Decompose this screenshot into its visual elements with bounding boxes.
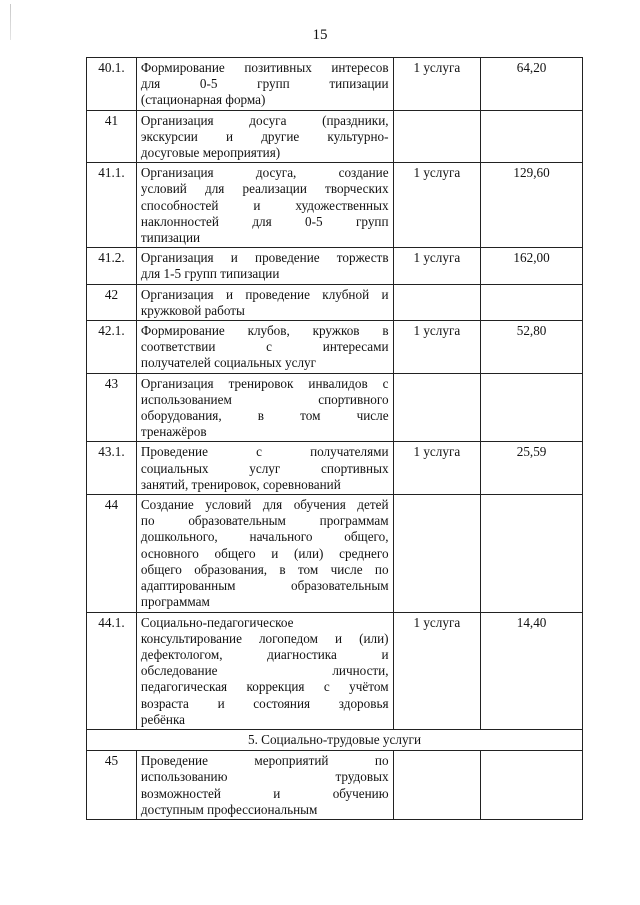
description-line: дефектологом, диагностика и [140, 646, 389, 662]
service-description [136, 373, 393, 442]
description-line: Организация досуга (праздники, [140, 112, 389, 128]
description-line: по образовательным программам [140, 513, 389, 529]
row-number: 42.1. [87, 321, 137, 374]
description-line: общего образования, в том числе по [140, 561, 389, 577]
row-number: 43 [87, 373, 137, 442]
services-table [86, 57, 583, 820]
description-line: основного общего и (или) среднего [140, 545, 389, 561]
description-line: получателей социальных услуг [140, 355, 317, 371]
description-line: Проведение мероприятий по [140, 753, 389, 769]
unit-of-service: 1 услуга [393, 442, 481, 495]
row-number: 43.1. [87, 442, 137, 495]
unit-of-service [393, 373, 481, 442]
unit-of-service: 1 услуга [393, 321, 481, 374]
service-description [136, 495, 393, 612]
description-line: экскурсии и другие культурно- [140, 128, 389, 144]
service-price [481, 284, 583, 320]
description-line: возможностей и обучению [140, 785, 389, 801]
description-line: тренажёров [140, 424, 207, 440]
description-line: Создание условий для обучения детей [140, 497, 389, 513]
service-description [136, 248, 393, 284]
service-description [136, 321, 393, 374]
row-number: 42 [87, 284, 137, 320]
table-row [87, 442, 583, 495]
unit-of-service: 1 услуга [393, 612, 481, 729]
row-number: 45 [87, 751, 137, 820]
description-line: условий для реализации творческих [140, 181, 389, 197]
description-line: Организация тренировок инвалидов с [140, 375, 389, 391]
table-row [87, 495, 583, 612]
description-line: Социально-педагогическое [140, 614, 294, 630]
unit-of-service: 1 услуга [393, 163, 481, 248]
description-line: для 1-5 групп типизации [140, 266, 280, 282]
description-line: досуговые мероприятия) [140, 145, 281, 161]
row-number: 41.2. [87, 248, 137, 284]
description-line: кружковой работы [140, 302, 245, 318]
description-line: типизации [140, 230, 201, 246]
description-line: дошкольного, начального общего, [140, 529, 389, 545]
row-number: 41.1. [87, 163, 137, 248]
service-description [136, 612, 393, 729]
row-number: 44 [87, 495, 137, 612]
table-row [87, 373, 583, 442]
description-line: оборудования, в том числе [140, 408, 389, 424]
service-price: 129,60 [481, 163, 583, 248]
row-number: 41 [87, 110, 137, 163]
description-line: Формирование клубов, кружков в [140, 323, 389, 339]
service-description [136, 751, 393, 820]
description-line: программам [140, 594, 210, 610]
services-table-body [87, 58, 583, 820]
row-number: 40.1. [87, 58, 137, 111]
table-row [87, 321, 583, 374]
description-line: Организация досуга, создание [140, 165, 389, 181]
description-line: использованием спортивного [140, 391, 389, 407]
service-description [136, 58, 393, 111]
description-line: Проведение с получателями [140, 444, 389, 460]
description-line: наклонностей для 0-5 групп [140, 213, 389, 229]
description-line: возраста и состояния здоровья [140, 695, 389, 711]
table-row [87, 612, 583, 729]
service-price: 162,00 [481, 248, 583, 284]
description-line: обследование личности, [140, 663, 389, 679]
service-description [136, 163, 393, 248]
table-row [87, 58, 583, 111]
description-line: ребёнка [140, 711, 186, 727]
service-price: 64,20 [481, 58, 583, 111]
description-line: Организация и проведение клубной и [140, 286, 389, 302]
description-line: использованию трудовых [140, 769, 389, 785]
description-line: Формирование позитивных интересов [140, 60, 389, 75]
unit-of-service [393, 751, 481, 820]
service-description [136, 442, 393, 495]
description-line: способностей и художественных [140, 197, 389, 213]
unit-of-service [393, 110, 481, 163]
unit-of-service: 1 услуга [393, 58, 481, 111]
service-price [481, 495, 583, 612]
service-price [481, 373, 583, 442]
table-row [87, 163, 583, 248]
description-line: адаптированным образовательным [140, 578, 389, 594]
unit-of-service: 1 услуга [393, 248, 481, 284]
description-line: для 0-5 групп типизации [140, 76, 389, 92]
section-heading-row [87, 729, 583, 750]
section-heading: 5. Социально-трудовые услуги [87, 729, 583, 750]
service-price: 25,59 [481, 442, 583, 495]
service-price: 52,80 [481, 321, 583, 374]
table-row [87, 110, 583, 163]
service-price [481, 110, 583, 163]
page-number: 15 [312, 27, 328, 43]
service-price: 14,40 [481, 612, 583, 729]
table-row [87, 248, 583, 284]
service-description [136, 110, 393, 163]
service-description [136, 284, 393, 320]
description-line: доступным профессиональным [140, 801, 318, 817]
unit-of-service [393, 284, 481, 320]
table-row [87, 751, 583, 820]
service-price [481, 751, 583, 820]
row-number: 44.1. [87, 612, 137, 729]
description-line: Организация и проведение торжеств [140, 250, 389, 266]
unit-of-service [393, 495, 481, 612]
table-row [87, 284, 583, 320]
description-line: педагогическая коррекция с учётом [140, 679, 389, 695]
description-line: социальных услуг спортивных [140, 460, 389, 476]
description-line: занятий, тренировок, соревнований [140, 476, 341, 492]
description-line: консультирование логопедом и (или) [140, 630, 389, 646]
description-line: соответствии с интересами [140, 339, 389, 355]
description-line: (стационарная форма) [140, 92, 266, 108]
